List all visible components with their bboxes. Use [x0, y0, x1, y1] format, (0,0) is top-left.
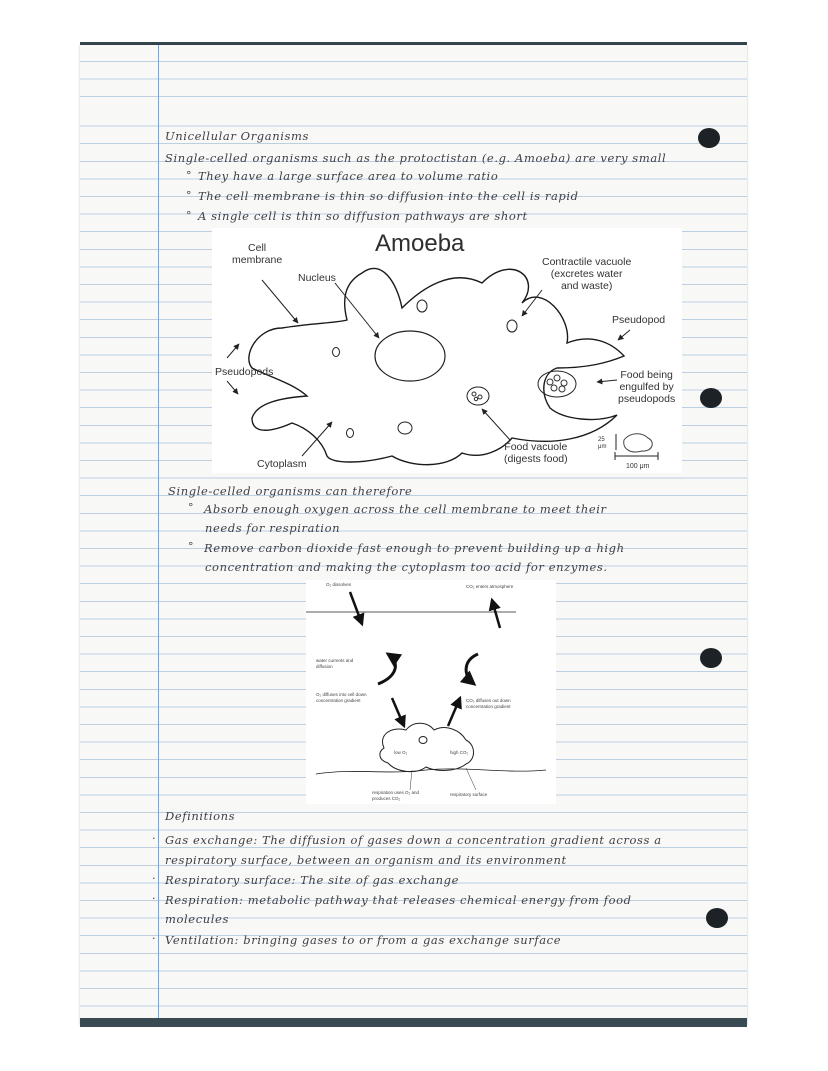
punch-hole	[706, 908, 728, 928]
punch-hole	[698, 128, 720, 148]
definition-gas-exchange-cont: respiratory surface, between an organism and its environment	[165, 853, 567, 867]
bullet-dot: °	[186, 189, 192, 202]
bullet-dot: °	[188, 540, 194, 553]
bullet-dot: °	[186, 209, 192, 222]
definition-respiration-cont: molecules	[165, 912, 229, 926]
pseudopod-label: Pseudopod	[612, 314, 666, 326]
low-o2-label: low O₂	[394, 750, 408, 755]
margin-line	[158, 45, 159, 1025]
therefore-point-2-cont: concentration and making the cytoplasm too acid for enzymes.	[205, 560, 608, 574]
point-3: A single cell is thin so diffusion pathways are short	[198, 209, 528, 223]
amoeba-diagram	[212, 228, 682, 473]
nucleus-label: Nucleus	[298, 272, 336, 284]
amoeba-outline	[249, 268, 624, 464]
definition-respiratory-surface: Respiratory surface: The site of gas exchange	[165, 873, 460, 887]
bullet-dot: ·	[152, 832, 156, 845]
water-currents-label: water currents and diffusion	[316, 658, 354, 669]
diagram-title: Amoeba	[375, 230, 465, 257]
gas-exchange-diagram	[306, 580, 556, 804]
punch-hole	[700, 388, 722, 408]
bullet-dot: °	[188, 501, 194, 514]
o2-diffuses-label: O₂ diffuses into cell down concentration gradient	[316, 692, 367, 703]
pseudopods-label: Pseudopods	[215, 366, 274, 378]
bullet-dot: ·	[152, 932, 156, 945]
definition-ventilation: Ventilation: bringing gases to or from a gas exchange surface	[165, 933, 562, 947]
intro-text: Single-celled organisms such as the protoctistan (e.g. Amoeba) are very small	[165, 151, 667, 165]
scale-side-label: 25 μm	[598, 437, 607, 450]
point-1: They have a large surface area to volume ratio	[198, 169, 499, 183]
food-vacuole-label: Food vacuole (digests food)	[504, 441, 568, 465]
therefore-point-1: Absorb enough oxygen across the cell membrane to meet their	[204, 502, 607, 516]
high-co2-label: high CO₂	[450, 750, 469, 755]
therefore-point-2: Remove carbon dioxide fast enough to prevent building up a high	[204, 541, 625, 555]
o2-dissolves-label: O₂ dissolves	[326, 582, 352, 587]
definition-respiration: Respiration: metabolic pathway that releases chemical energy from food	[165, 893, 632, 907]
scale-bar-label: 100 μm	[626, 463, 650, 470]
respiratory-surface-label: respiratory surface	[450, 792, 488, 797]
co2-enters-label: CO₂ enters atmosphere	[466, 584, 514, 589]
section-heading: Unicellular Organisms	[165, 129, 310, 143]
food-engulfed-label: Food being engulfed by pseudopods	[618, 369, 676, 405]
cytoplasm-label: Cytoplasm	[257, 458, 307, 470]
paper-bottom-edge	[80, 1018, 747, 1027]
respiratory-surface-line	[316, 769, 546, 774]
definitions-heading: Definitions	[165, 809, 236, 823]
bullet-dot: °	[186, 169, 192, 182]
therefore-point-1-cont: needs for respiration	[205, 521, 341, 535]
therefore-heading: Single-celled organisms can therefore	[168, 484, 413, 498]
bullet-dot: ·	[152, 892, 156, 905]
contractile-vacuole-label: Contractile vacuole (excretes water and waste)	[542, 256, 632, 292]
nucleus-shape	[375, 331, 445, 381]
cell-outline	[380, 723, 474, 771]
point-2: The cell membrane is thin so diffusion into the cell is rapid	[198, 189, 579, 203]
bullet-dot: ·	[152, 872, 156, 885]
co2-diffuses-label: CO₂ diffuses out down concentration gradient	[466, 698, 511, 709]
definition-gas-exchange: Gas exchange: The diffusion of gases down a concentration gradient across a	[165, 833, 662, 847]
respiration-uses-label: respiration uses O₂ and produces CO₂	[372, 790, 420, 801]
punch-hole	[700, 648, 722, 668]
cell-membrane-label: Cell membrane	[232, 242, 283, 266]
